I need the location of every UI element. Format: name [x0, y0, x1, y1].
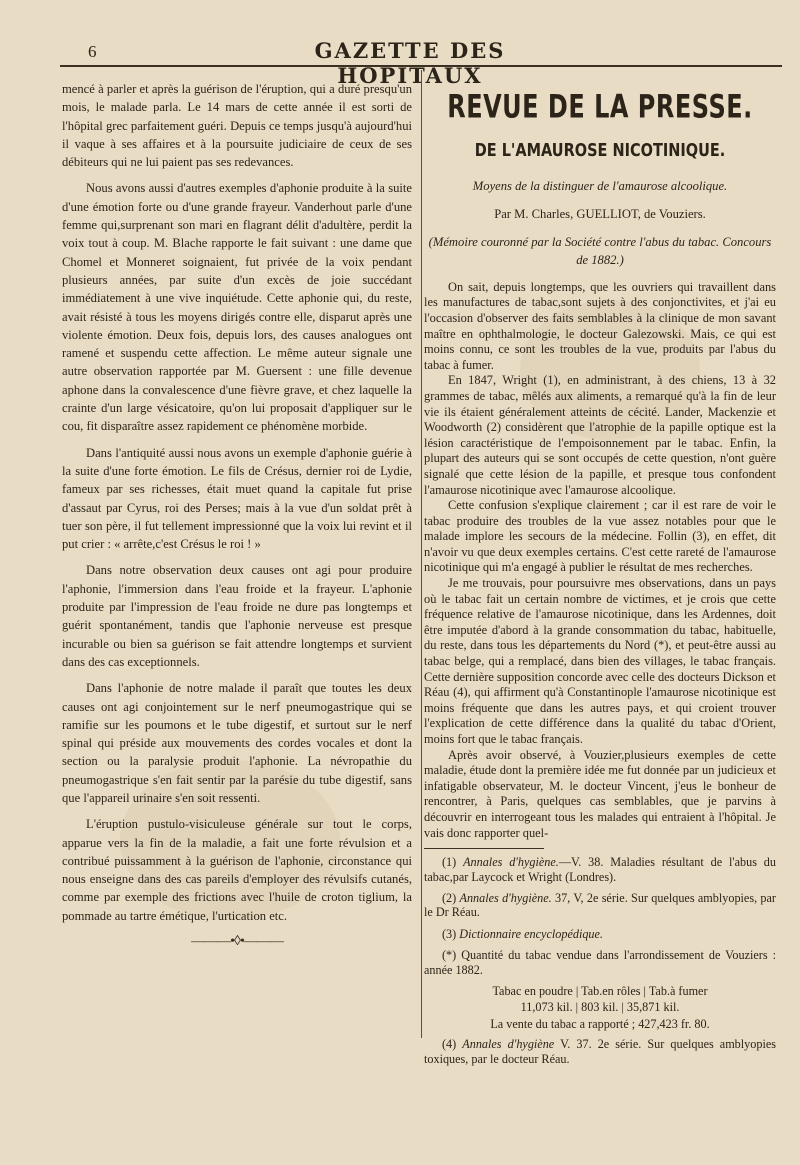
footnote: (*) Quantité du tabac vendue dans l'arrondissement de Vouziers : année 1882.	[424, 948, 776, 977]
paragraph: Dans notre observation deux causes ont agi pour produire l'aphonie, l'immersion dans l'eau froide et la frayeur. L'aphonie produite par l'impression de l'eau froide ne dure pas longtemps et guérit spontanément, tandis que l'aphonie nerveuse est presque incurable ou bien sa guérison se fait attendre longtemps et survient dans des cas exceptionnels.	[62, 563, 412, 669]
ornament-divider: ———•◊•———	[191, 934, 283, 950]
paragraph: Cette confusion s'explique clairement ; car il est rare de voir le tabac produire des troubles de la vue assez notables pour que le malade implore les secours de la médecine. Follin (3), en effet, dit n'avoir vu que deux exemples certains. C'est cette rareté de l'amaurose nicotinique qui m'a engagé à publier le résultat de mes recherches.	[424, 498, 776, 575]
journal-title: GAZETTE DES HOPITAUX	[314, 38, 506, 88]
article-body	[424, 280, 776, 841]
paragraph: En 1847, Wright (1), en administrant, à des chiens, 13 à 32 grammes de tabac, mêlés aux aliments, a remarqué qu'à la fin de leur vie ils étaient généralement atteints de cécité. Lander, Mackenzie et Woodworth (2) considèrent que l'atrophie de la papille optique est la lésion caractéristique de l'empoisonnement par le tabac. Enfin, la plupart des auteurs qui se sont occupés de cette question, n'ont guère signalé que cette lésion de la papille, et presque tous confondent l'amaurose nicotinique avec l'amaurose alcoolique.	[424, 373, 776, 497]
left-column	[62, 80, 412, 951]
tobacco-table-total: La vente du tabac a rapporté ; 427,423 fr. 80.	[490, 1016, 710, 1031]
right-column	[424, 80, 776, 1073]
column-rule	[421, 70, 422, 1038]
article-author: Par M. Charles, GUELLIOT, de Vouziers.	[494, 206, 706, 221]
article-subtitle: Moyens de la distinguer de l'amaurose alcoolique.	[472, 178, 728, 193]
paragraph: Nous avons aussi d'autres exemples d'aphonie produite à la suite d'une émotion forte ou d'une grande frayeur. Vanderhout parle d'une femme qui,surprenant son mari en flagrant délit d'adultère, perdit la voix tout à coup. M. Blache rapporte le fait suivant : une dame que Chomel et Monneret soignaient, fut privée de la voix pendant plusieurs années, par suite d'un excès de joie succédant immédiatement à une vive inquiétude. Cette aphonie qui, du reste, avait résisté à tous les moyens dirigés contre elle, disparut après une violente émotion. Deux fois, depuis lors, des causes analogues ont ramené et suspendu cette affection. Le même auteur signale une autre observation rapportée par M. Guersent : une fille devenue aphone dans la convalescence d'une fièvre grave, et chez laquelle la crainte d'un large vésicatoire, qu'on lui proposait d'appliquer sur le cou, fit disparaître assez rapidement ce phénomène morbide.	[62, 181, 412, 434]
article-title: DE L'AMAUROSE NICOTINIQUE.	[474, 141, 726, 161]
paragraph: Dans l'antiquité aussi nous avons un exemple d'aphonie guérie à la suite d'une forte émotion. Le fils de Crésus, dernier roi de Lydie, fameux par ses richesses, était muet quand la capitale fut prise d'assaut par Cyrus, roi des Perses; mais à la vue d'un soldat prêt à tuer son père, il fut tellement impressionné que la voix lui revint et il put crier : « arrête,c'est Crésus le roi ! »	[62, 445, 412, 552]
footnote: (3) Dictionnaire encyclopédique.	[442, 926, 603, 941]
paragraph: On sait, depuis longtemps, que les ouvriers qui travaillent dans les manufactures de tabac,sont sujets à des conjonctivites, et j'ai eu l'occasion d'observer des faits semblables à la clinique de mon savant maître en ophthalmologie, le docteur Galezowski. Mais, ce qui est moins connu, ce sont les troubles de la vue, produits par l'abus du tabac à fumer.	[424, 279, 776, 372]
article-award-note: (Mémoire couronné par la Société contre l'abus du tabac. Concours de 1882.)	[428, 235, 772, 268]
paragraph: Après avoir observé, à Vouzier,plusieurs exemples de cette maladie, étude dont la première idée me fut donnée par un judicieux et infatigable observateur, M. le docteur Vincent, j'eus le bonheur de rencontrer, à Paris, quelques cas semblables, que je parvins à découvrir en interrogeant tous les malades qui entraient à l'hôpital. Je vais donc rapporter quel-	[424, 747, 776, 840]
section-title: REVUE DE LA PRESSE.	[447, 88, 753, 126]
footnote: (4) Annales d'hygiène V. 37. 2e série. Sur quelques amblyopies toxiques, par le docteur Réau.	[424, 1037, 776, 1066]
paragraph: Je me trouvais, pour poursuivre mes observations, dans un pays où le tabac fait un certain nombre de victimes, et je crois que cette fréquence relative de l'amaurose nicotinique, dans les Ardennes, doit être imputée d'abord à la grande consommation du tabac, habituelle, du reste, dans tous les départements du Nord (*), et peut-être aussi au tabac belge, qui a remplacé, dans bien des villages, le tabac français. Cette dernière supposition concorde avec celle des docteurs Dickson et Réau (4), qui affirment qu'à Constantinople l'amaurose nicotinique est moins fréquente que dans les autres pays, et qui croient trouver l'explication de cette différence dans la qualité du tabac d'Orient, moins fort que le tabac français.	[424, 576, 776, 746]
paragraph: L'éruption pustulo-visiculeuse générale sur tout le corps, apparue vers la fin de la maladie, a fait une forte révulsion et a contribué puissamment à la guérison de l'aphonie, circonstance qui nous enseigne dans des cas pareils d'employer des révulsifs cutanés, comme par exemple des frictions avec l'huile de croton tiglium, la pommade au tartre émétique, l'urtication etc.	[62, 817, 412, 923]
tobacco-table-header: Tabac en poudre | Tab.en rôles | Tab.à fumer	[492, 984, 708, 998]
footnote: (1) Annales d'hygiène.—V. 38. Maladies résultant de l'abus du tabac,par Laycock et Wright (Londres).	[424, 855, 776, 884]
page-header	[0, 28, 800, 88]
tobacco-table-values: 11,073 kil. | 803 kil. | 35,871 kil.	[520, 1000, 680, 1015]
paragraph: mencé à parler et après la guérison de l'éruption, qui a duré presqu'un mois, le malade parla. Le 14 mars de cette année il est sorti de l'hôpital grec parfaitement guéri. Depuis ce temps jusqu'à aujourd'hui il vaque à ses affaires et à la poursuite judiciaire de ceux de ses débiteurs qui ne lui paient pas ses redevances.	[62, 82, 412, 170]
paragraph: Dans l'aphonie de notre malade il paraît que toutes les deux causes ont agi conjointement sur le nerf pneumogastrique qui se ramifie sur les poumons et le tube digestif, et surtout sur le nerf spinal qui préside aux mouvements des cordes vocales et dont la section ou la paralysie produit l'aphonie. La névropathie du pneumogastrique s'en fait sentir par la parésie du tube digestif, sans que l'appareil urinaire s'en soit ressenti.	[62, 681, 412, 805]
header-rule	[60, 65, 782, 67]
page-number: 6	[88, 42, 97, 61]
footnote-rule	[424, 848, 544, 849]
footnote: (2) Annales d'hygiène. 37, V, 2e série. Sur quelques amblyopies, par le Dr Réau.	[424, 890, 776, 920]
